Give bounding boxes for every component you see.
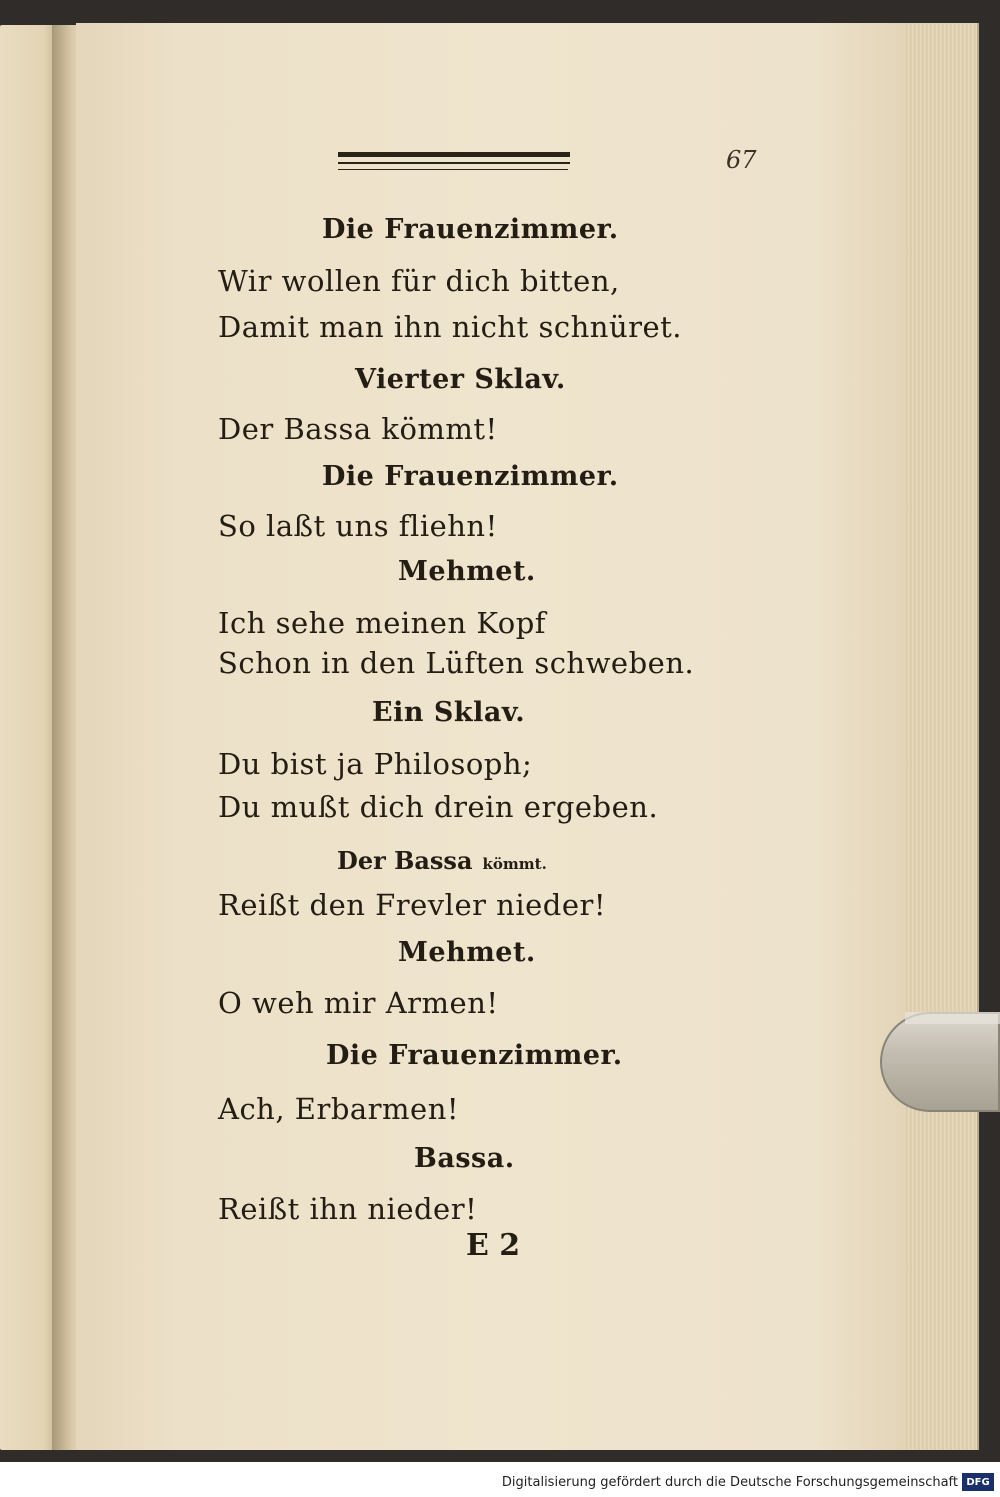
signature-mark: E 2 [466,1228,521,1263]
page-number: 67 [726,146,757,174]
header-rule-thick [338,152,570,157]
verse-line: Damit man ihn nicht schnüret. [218,310,683,344]
page-clip-tab [880,1012,1000,1112]
speaker-heading: Die Frauenzimmer. [326,1040,623,1071]
verse-line: Der Bassa kömmt! [218,412,498,446]
page-clip-highlight [905,1012,1000,1024]
speaker-heading: Mehmet. [398,937,536,968]
verse-line: Reißt ihn nieder! [218,1192,478,1226]
speaker-heading: Die Frauenzimmer. [322,461,619,492]
footer-bar [0,1462,1000,1497]
footer-credit: Digitalisierung gefördert durch die Deutsche Forschungsgemeinschaft [501,1475,958,1490]
speaker-heading: Bassa. [414,1143,515,1174]
speaker-heading: Mehmet. [398,556,536,587]
speaker-heading [337,846,547,875]
header-rule-hairline [338,169,568,170]
verse-line: Ach, Erbarmen! [218,1092,460,1126]
verse-line: O weh mir Armen! [218,986,499,1020]
page-stack-edge [905,23,979,1450]
verse-line: So laßt uns fliehn! [218,509,498,543]
verse-line: Ich sehe meinen Kopf [218,606,547,640]
verse-line: Reißt den Frevler nieder! [218,888,607,922]
header-rule-thin [338,162,570,164]
verse-line: Du mußt dich drein ergeben. [218,790,659,824]
speaker-heading: Ein Sklav. [372,697,526,728]
stage-direction: kömmt. [482,855,547,873]
verse-line: Wir wollen für dich bitten, [218,264,620,298]
speaker-name: Der Bassa [337,846,473,875]
verse-line: Schon in den Lüften schweben. [218,646,695,680]
speaker-heading: Vierter Sklav. [355,364,566,395]
speaker-heading: Die Frauenzimmer. [322,214,619,245]
verse-line: Du bist ja Philosoph; [218,747,533,781]
dfg-logo: DFG [962,1473,994,1491]
